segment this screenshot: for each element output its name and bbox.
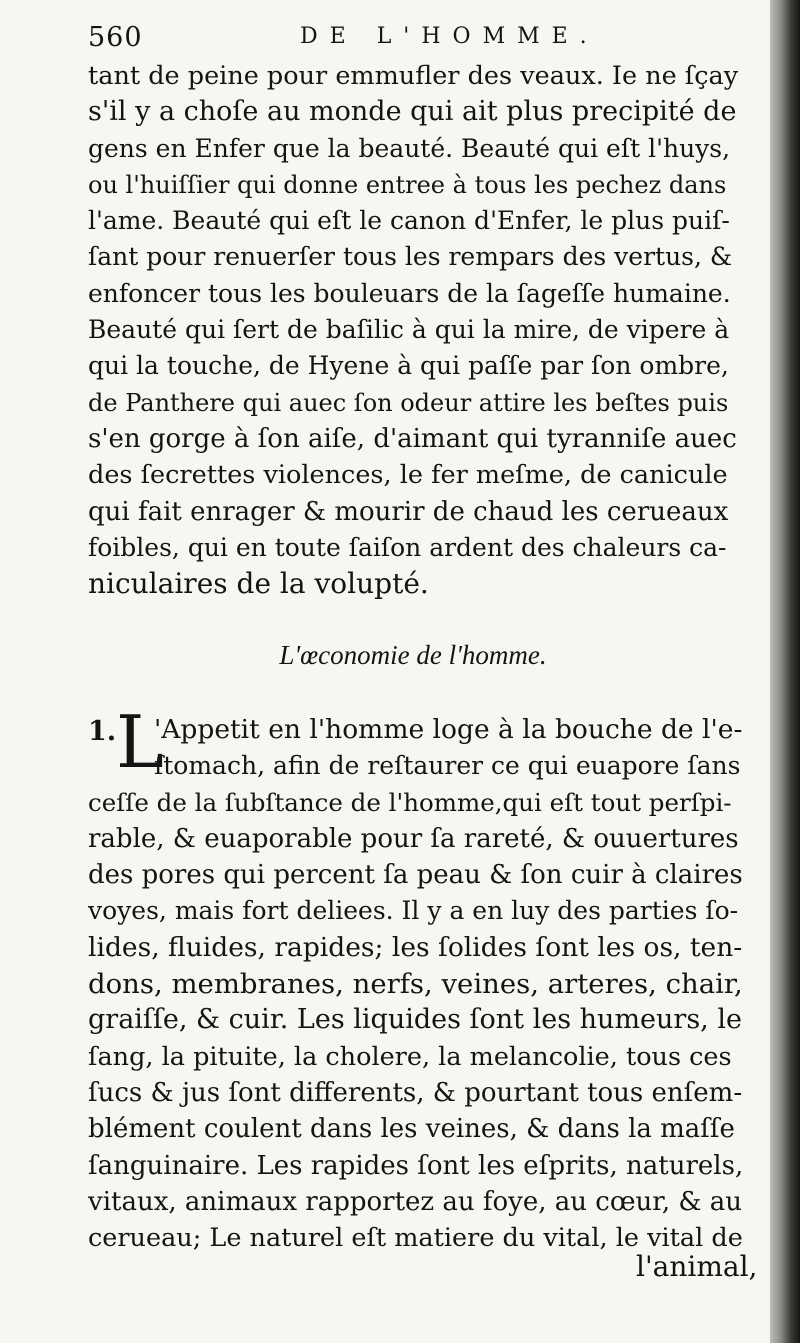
book-spine-shadow [770,0,800,1343]
text-line: des pores qui percent ſa peau & ſon cuir à claires [88,860,743,891]
text-line: ceſſe de la ſubſtance de l'homme,qui eſt tout perſpi- [88,787,732,817]
text-line: enfoncer tous les bouleuars de la ſageſſe humaine. [88,278,731,308]
text-line: l'ame. Beauté qui eſt le canon d'Enfer, le plus puiſ- [88,206,730,236]
catchword: l'animal, [636,1250,758,1283]
page-number: 560 [88,22,143,53]
text-line: ſant pour renuerſer tous les rempars des vertus, & [88,242,733,272]
text-line: Beauté qui ſert de baſilic à qui la mire, de vipere à [88,315,730,345]
page-header [88,22,738,54]
text-line: blément coulent dans les veines, & dans la maſſe [88,1114,735,1145]
text-line: 'Appetit en l'homme loge à la bouche de l'e- [154,714,743,745]
text-line: ſang, la pituite, la cholere, la melancolie, tous ces [88,1041,732,1072]
text-line: s'il y a choſe au monde qui ait plus precipité de [88,96,737,128]
text-line: qui la touche, de Hyene à qui paſſe par ſon ombre, [88,351,729,381]
text-line: tant de peine pour emmufler des veaux. Ie ne ſçay [88,61,739,91]
text-line: niculaires de la volupté. [88,567,429,601]
text-line: rable, & euaporable pour ſa rareté, & ouuertures [88,823,739,854]
text-line: dons, membranes, nerfs, veines, arteres, chair, [88,968,743,1001]
paragraph-continuation [88,58,738,602]
text-line: ſucs & jus ſont differents, & pourtant tous enſem- [88,1077,743,1108]
text-line: ou l'huiſſier qui donne entree à tous les pechez dans [88,170,727,199]
text-line: gens en Enfer que la beauté. Beauté qui eſt l'huys, [88,133,731,163]
section-lines [88,712,743,1256]
text-line: des ſecrettes violences, le fer meſme, de canicule [88,460,728,491]
text-line: s'en gorge à ſon aiſe, d'aimant qui tyranniſe auec [88,423,737,454]
text-line: lides, fluides, rapides; les ſolides ſont les os, ten- [88,931,743,963]
text-line: graiſſe, & cuir. Les liquides ſont les humeurs, le [88,1004,742,1036]
drop-cap: L [116,700,164,784]
section-heading: L'œconomie de l'homme. [279,640,547,670]
section-number: 1. [88,716,117,747]
text-line: cerueau; Le naturel eſt matiere du vital, le vital de [88,1223,743,1254]
text-line: foibles, qui en toute ſaiſon ardent des chaleurs ca- [88,532,727,562]
text-line: ſanguinaire. Les rapides ſont les eſprits, naturels, [88,1150,744,1181]
text-line: vitaux, animaux rapportez au foye, au cœur, & au [88,1186,743,1217]
text-line: voyes, mais fort deliees. Il y a en luy des parties ſo- [88,896,739,926]
text-line: qui fait enrager & mourir de chaud les cerueaux [88,496,729,527]
running-head: DE L'HOMME. [300,24,599,49]
text-line: de Panthere qui auec ſon odeur attire les beſtes puis [88,388,729,417]
text-line: ſtomach, afin de reſtaurer ce qui euapore ſans [154,751,741,781]
